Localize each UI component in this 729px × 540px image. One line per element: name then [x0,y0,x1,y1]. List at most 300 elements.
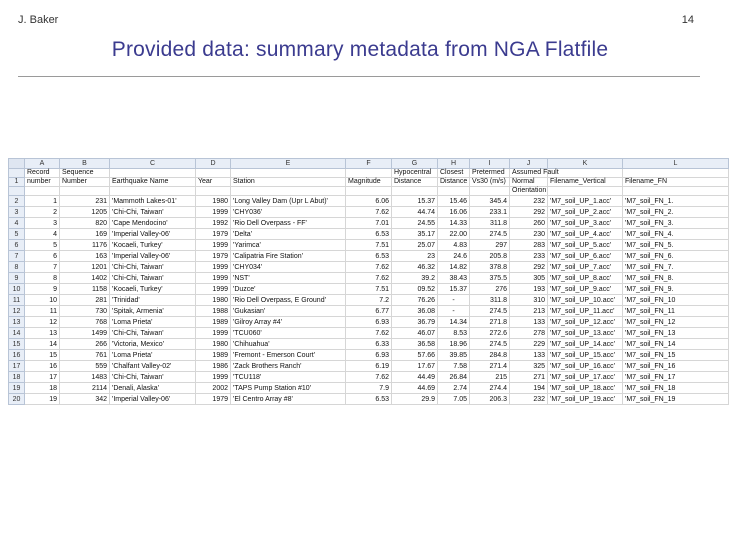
column-letter: B [60,159,110,169]
header-cell: Vs30 (m/s) [470,178,510,187]
table-cell: 'M7_soil_FN_9. [623,284,729,295]
table-cell: 14.33 [438,218,470,229]
table-cell: 'Kocaeli, Turkey' [110,284,196,295]
table-cell: 297 [470,240,510,251]
table-cell: 1988 [196,306,231,317]
table-cell: 1986 [196,361,231,372]
table-cell: 1980 [196,295,231,306]
column-letter: L [623,159,729,169]
table-cell: 1989 [196,317,231,328]
table-row [9,361,729,372]
table-cell: 284.8 [470,350,510,361]
table-cell: 133 [510,350,548,361]
table-cell: 276 [470,284,510,295]
table-cell: 7 [25,262,60,273]
slide-title: Provided data: summary metadata from NGA Flatfile [111,38,609,61]
header-cell [110,169,196,178]
row-number: 7 [9,251,25,262]
table-cell: 325 [510,361,548,372]
table-cell: 6.93 [346,317,392,328]
table-cell: 271.4 [470,361,510,372]
table-cell: 25.07 [392,240,438,251]
header-cell [623,187,729,196]
table-cell: 7.58 [438,361,470,372]
page-number: 14 [681,14,694,26]
header-cell [438,187,470,196]
header-cell [196,187,231,196]
table-cell: 'Chi-Chi, Taiwan' [110,328,196,339]
table-cell: 'M7_soil_FN_16 [623,361,729,372]
row-number: 10 [9,284,25,295]
table-cell: 6 [25,251,60,262]
table-cell: 35.17 [392,229,438,240]
table-cell: 274.5 [470,339,510,350]
table-cell: 260 [510,218,548,229]
column-letter: F [346,159,392,169]
table-row [9,317,729,328]
table-cell: 18 [25,383,60,394]
table-cell: 7.62 [346,372,392,383]
table-cell: 169 [60,229,110,240]
table-cell: 'Imperial Valley-06' [110,229,196,240]
table-cell: 'M7_soil_UP_2.acc' [548,207,623,218]
table-row [9,383,729,394]
table-cell: 6.19 [346,361,392,372]
table-cell: 09.52 [392,284,438,295]
table-cell: 'Denali, Alaska' [110,383,196,394]
header-cell [196,169,231,178]
table-cell: 44.69 [392,383,438,394]
table-cell: 272.6 [470,328,510,339]
table-cell: 'Chalfant Valley-02' [110,361,196,372]
column-letter-row [9,159,729,169]
table-cell: 7.62 [346,328,392,339]
table-cell: 1979 [196,229,231,240]
table-cell: 44.74 [392,207,438,218]
table-cell: 292 [510,207,548,218]
table-cell: 4 [25,229,60,240]
header-cell: Number [60,178,110,187]
table-cell: 1979 [196,251,231,262]
table-cell: 'M7_soil_UP_7.acc' [548,262,623,273]
table-cell: 'M7_soil_FN_18 [623,383,729,394]
table-cell: 'Victoria, Mexico' [110,339,196,350]
table-row [9,328,729,339]
table-cell: 14.82 [438,262,470,273]
header-cell: Filename_Vertical [548,178,623,187]
table-cell: 6.06 [346,196,392,207]
table-cell: 'Chihuahua' [231,339,346,350]
header-cell [110,187,196,196]
column-letter: D [196,159,231,169]
row-number: 18 [9,372,25,383]
header-cell: Station [231,178,346,187]
table-cell: 36.79 [392,317,438,328]
table-cell: 7.01 [346,218,392,229]
table-cell: 19 [25,394,60,405]
table-cell: 'Mammoth Lakes-01' [110,196,196,207]
table-cell: 'Fremont - Emerson Court' [231,350,346,361]
table-cell: 266 [60,339,110,350]
table-cell: 1499 [60,328,110,339]
header-row-line [9,169,729,178]
header-cell: Magnitude [346,178,392,187]
table-cell: 8 [25,273,60,284]
header-cell [231,169,346,178]
table-cell: 6.53 [346,251,392,262]
table-cell: 'M7_soil_FN_10 [623,295,729,306]
table-cell: 15.37 [392,196,438,207]
table-cell: 'M7_soil_FN_14 [623,339,729,350]
row-number: 2 [9,196,25,207]
table-cell: 233.1 [470,207,510,218]
table-cell: 29.9 [392,394,438,405]
table-cell: 1158 [60,284,110,295]
table-cell: 15.46 [438,196,470,207]
row-number [9,169,25,178]
row-number: 12 [9,306,25,317]
table-cell: 'Imperial Valley-06' [110,394,196,405]
table-cell: 768 [60,317,110,328]
table-cell: 1999 [196,240,231,251]
header-cell: Orientation [510,187,548,196]
table-cell: 'M7_soil_UP_4.acc' [548,229,623,240]
table-cell: 23 [392,251,438,262]
table-cell: 1205 [60,207,110,218]
table-cell: 1176 [60,240,110,251]
table-cell: - [438,295,470,306]
table-cell: 730 [60,306,110,317]
table-cell: 'TCU118' [231,372,346,383]
row-number: 16 [9,350,25,361]
table-cell: 345.4 [470,196,510,207]
table-cell: 278 [510,328,548,339]
table-cell: 194 [510,383,548,394]
table-cell: 'M7_soil_UP_19.acc' [548,394,623,405]
table-cell: 76.26 [392,295,438,306]
table-cell: 8.53 [438,328,470,339]
table-cell: - [438,306,470,317]
table-cell: 'M7_soil_FN_8. [623,273,729,284]
table-cell: 'M7_soil_UP_15.acc' [548,350,623,361]
corner-cell [9,159,25,169]
table-cell: 2114 [60,383,110,394]
header-cell [346,169,392,178]
table-cell: 'Spitak, Armenia' [110,306,196,317]
column-letter: C [110,159,196,169]
table-cell: 7.62 [346,262,392,273]
table-cell: 281 [60,295,110,306]
table-cell: 1999 [196,372,231,383]
table-cell: 7.62 [346,207,392,218]
table-cell: 'CHY034' [231,262,346,273]
column-letter: H [438,159,470,169]
table-cell: 2 [25,207,60,218]
table-cell: 'Rio Dell Overpass, E Ground' [231,295,346,306]
header-cell: Pretermed [470,169,510,178]
table-cell: 'M7_soil_UP_9.acc' [548,284,623,295]
table-row [9,372,729,383]
header-cell [470,187,510,196]
table-row [9,273,729,284]
table-cell: 11 [25,306,60,317]
row-number: 1 [9,178,25,187]
table-cell: 39.85 [438,350,470,361]
table-cell: 10 [25,295,60,306]
table-cell: 'NST' [231,273,346,284]
header-cell: Assumed Fault [510,169,548,178]
table-cell: 24.6 [438,251,470,262]
row-number: 9 [9,273,25,284]
row-number: 20 [9,394,25,405]
table-cell: 1999 [196,207,231,218]
header-cell: Distance [392,178,438,187]
table-cell: 342 [60,394,110,405]
table-cell: 7.9 [346,383,392,394]
title-divider [18,76,700,77]
row-number: 15 [9,339,25,350]
table-cell: 'M7_soil_FN_4. [623,229,729,240]
table-cell: 761 [60,350,110,361]
row-number: 14 [9,328,25,339]
header-cell [548,187,623,196]
header-cell: Earthquake Name [110,178,196,187]
table-row [9,339,729,350]
table-cell: 274.5 [470,229,510,240]
table-cell: 283 [510,240,548,251]
table-cell: 'CHY036' [231,207,346,218]
column-letter: J [510,159,548,169]
table-row [9,284,729,295]
column-letter: I [470,159,510,169]
table-cell: 15.37 [438,284,470,295]
author-label: J. Baker [18,14,59,26]
table-cell: 1999 [196,262,231,273]
header-cell: Sequence [60,169,110,178]
table-cell: 24.55 [392,218,438,229]
table-cell: 'Duzce' [231,284,346,295]
table-cell: 2.74 [438,383,470,394]
table-cell: 1 [25,196,60,207]
row-number: 11 [9,295,25,306]
table-cell: 274.4 [470,383,510,394]
table-cell: 'Chi-Chi, Taiwan' [110,273,196,284]
column-letter: A [25,159,60,169]
table-cell: 'Delta' [231,229,346,240]
table-cell: 311.8 [470,295,510,306]
table-cell: 271.8 [470,317,510,328]
table-cell: 1980 [196,339,231,350]
table-cell: 'El Centro Array #8' [231,394,346,405]
table-row [9,350,729,361]
table-cell: 559 [60,361,110,372]
table-cell: 14 [25,339,60,350]
table-cell: 'M7_soil_FN_13 [623,328,729,339]
table-cell: 'Gukasian' [231,306,346,317]
table-cell: 'M7_soil_UP_6.acc' [548,251,623,262]
table-cell: 'Cape Mendocino' [110,218,196,229]
header-cell [623,169,729,178]
crop-edge [8,418,708,424]
table-cell: 18.96 [438,339,470,350]
header-cell [392,187,438,196]
table-cell: 'Loma Prieta' [110,317,196,328]
table-row [9,196,729,207]
table-cell: 820 [60,218,110,229]
table-cell: 'M7_soil_FN_3. [623,218,729,229]
table-cell: 'M7_soil_UP_18.acc' [548,383,623,394]
table-cell: 22.00 [438,229,470,240]
table-cell: 375.5 [470,273,510,284]
table-cell: 'M7_soil_UP_13.acc' [548,328,623,339]
row-number: 19 [9,383,25,394]
header-cell: Record [25,169,60,178]
table-cell: 6.53 [346,394,392,405]
table-cell: 6.93 [346,350,392,361]
header-cell [231,187,346,196]
header-cell: Closest [438,169,470,178]
table-row [9,207,729,218]
table-cell: 'Imperial Valley-06' [110,251,196,262]
table-cell: 292 [510,262,548,273]
table-cell: 'Chi-Chi, Taiwan' [110,207,196,218]
table-cell: 311.8 [470,218,510,229]
table-cell: 'M7_soil_FN_19 [623,394,729,405]
table-cell: 13 [25,328,60,339]
table-cell: 'Kocaeli, Turkey' [110,240,196,251]
table-cell: 1979 [196,394,231,405]
table-cell: 'M7_soil_UP_8.acc' [548,273,623,284]
table-cell: 'M7_soil_UP_17.acc' [548,372,623,383]
table-cell: 46.07 [392,328,438,339]
table-cell: 215 [470,372,510,383]
table-cell: 44.49 [392,372,438,383]
header-cell: Filename_FN [623,178,729,187]
header-cell: Hypocentral [392,169,438,178]
table-cell: 'M7_soil_UP_5.acc' [548,240,623,251]
row-number: 17 [9,361,25,372]
table-cell: 232 [510,196,548,207]
table-cell: 12 [25,317,60,328]
table-row [9,251,729,262]
table-cell: 1989 [196,350,231,361]
table-cell: 7.62 [346,273,392,284]
row-number: 6 [9,240,25,251]
table-cell: 'M7_soil_UP_14.acc' [548,339,623,350]
table-cell: 7.51 [346,240,392,251]
table-cell: 6.33 [346,339,392,350]
row-number: 13 [9,317,25,328]
table-cell: 'Chi-Chi, Taiwan' [110,262,196,273]
table-cell: 6.53 [346,229,392,240]
table-cell: 'M7_soil_UP_1.acc' [548,196,623,207]
spreadsheet-grid [8,158,729,405]
header-row-line [9,187,729,196]
table-cell: 'M7_soil_FN_6. [623,251,729,262]
table-cell: 205.8 [470,251,510,262]
table-cell: 57.66 [392,350,438,361]
table-cell: 1201 [60,262,110,273]
table-cell: 2002 [196,383,231,394]
header-cell: Distance [438,178,470,187]
table-cell: 310 [510,295,548,306]
table-cell: 378.8 [470,262,510,273]
table-cell: 233 [510,251,548,262]
row-number: 8 [9,262,25,273]
table-cell: 'Rio Dell Overpass - FF' [231,218,346,229]
table-cell: 4.83 [438,240,470,251]
table-row [9,306,729,317]
table-cell: 14.34 [438,317,470,328]
table-cell: 'Gilroy Array #4' [231,317,346,328]
table-cell: 1483 [60,372,110,383]
table-cell: 'Long Valley Dam (Upr L Abut)' [231,196,346,207]
table-cell: 1999 [196,328,231,339]
table-cell: 7.05 [438,394,470,405]
table-cell: 'M7_soil_FN_7. [623,262,729,273]
header-cell: number [25,178,60,187]
table-row [9,394,729,405]
table-cell: 'Loma Prieta' [110,350,196,361]
table-cell: 'M7_soil_FN_17 [623,372,729,383]
table-cell: 36.58 [392,339,438,350]
header-cell [60,187,110,196]
row-number [9,187,25,196]
column-letter: G [392,159,438,169]
table-cell: 17.67 [392,361,438,372]
table-cell: 6.77 [346,306,392,317]
table-cell: 16 [25,361,60,372]
table-row [9,218,729,229]
table-cell: 'TCU060' [231,328,346,339]
table-cell: 3 [25,218,60,229]
row-number: 3 [9,207,25,218]
table-cell: 16.06 [438,207,470,218]
header-row-line [9,178,729,187]
table-cell: 17 [25,372,60,383]
table-cell: 'Trinidad' [110,295,196,306]
table-cell: 163 [60,251,110,262]
table-cell: 'M7_soil_UP_16.acc' [548,361,623,372]
table-cell: 'M7_soil_UP_10.acc' [548,295,623,306]
column-letter: K [548,159,623,169]
table-cell: 206.3 [470,394,510,405]
table-cell: 'M7_soil_FN_11 [623,306,729,317]
table-cell: 1992 [196,218,231,229]
table-cell: 39.2 [392,273,438,284]
table-cell: 133 [510,317,548,328]
table-cell: 305 [510,273,548,284]
table-cell: 'Zack Brothers Ranch' [231,361,346,372]
table-cell: 46.32 [392,262,438,273]
table-cell: 38.43 [438,273,470,284]
table-cell: 'M7_soil_UP_3.acc' [548,218,623,229]
table-cell: 'M7_soil_FN_15 [623,350,729,361]
table-cell: 5 [25,240,60,251]
table-cell: 'Calipatria Fire Station' [231,251,346,262]
table-cell: 'M7_soil_FN_2. [623,207,729,218]
table-cell: 'M7_soil_UP_12.acc' [548,317,623,328]
table-cell: 271 [510,372,548,383]
table-cell: 193 [510,284,548,295]
table-cell: 'M7_soil_FN_1. [623,196,729,207]
table-cell: 'M7_soil_FN_12 [623,317,729,328]
column-letter: E [231,159,346,169]
header-cell [346,187,392,196]
table-cell: 26.84 [438,372,470,383]
row-number: 4 [9,218,25,229]
table-cell: 230 [510,229,548,240]
